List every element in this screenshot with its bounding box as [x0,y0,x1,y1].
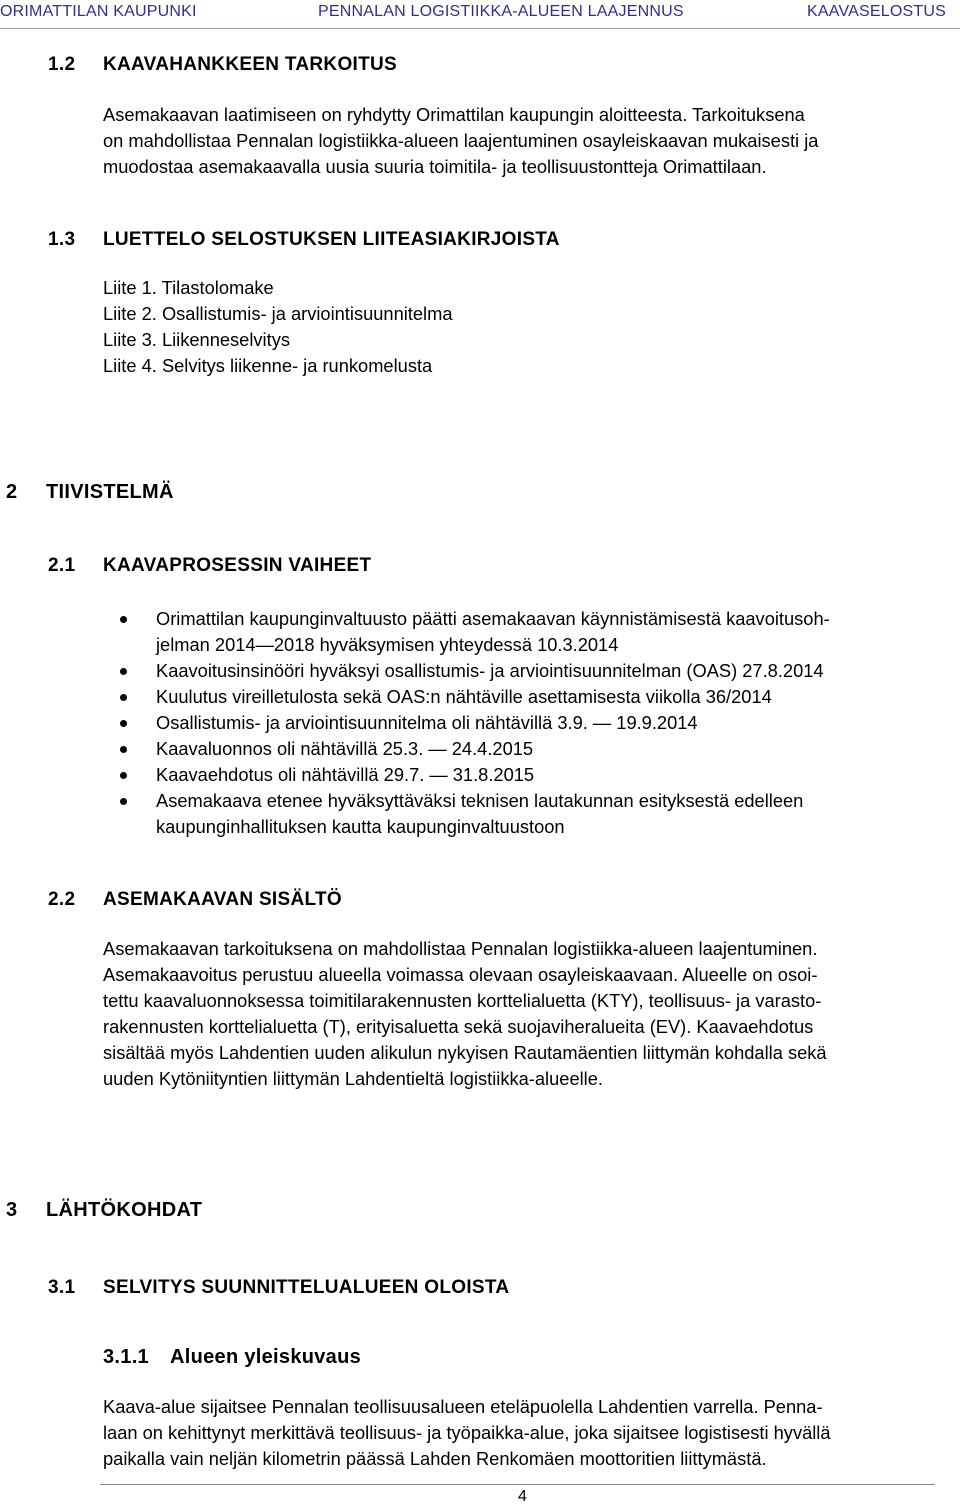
page-header [0,0,960,30]
section-2-1-title: KAAVAPROSESSIN VAIHEET [103,555,372,576]
section-3-1-1-line-2: laan on kehittynyt merkittävä teollisuus- ja työpaikka-alue, joka sijaitsee logistisesti hyvällä [103,1422,831,1443]
section-1-2-title: KAAVAHANKKEEN TARKOITUS [103,54,398,75]
section-1-3-number: 1.3 [48,229,76,250]
bullet-icon [120,694,127,701]
process-step-1-line-1: Orimattilan kaupunginvaltuusto päätti asemakaavan käynnistämisestä kaavoitusoh- [156,608,830,629]
section-2-2-line-4: rakennusten korttelialuetta (T), erityisaluetta sekä suojaviheralueita (EV). Kaavaehdotus [103,1016,814,1037]
section-2-2-line-2: Asemakaavoitus perustuu alueella voimassa olevaan osayleiskaavaan. Alueelle on osoi- [103,964,818,985]
section-3-1-number: 3.1 [48,1277,76,1298]
process-step-6: Kaavaehdotus oli nähtävillä 29.7. — 31.8.2015 [156,764,535,785]
bullet-icon [120,616,127,623]
process-step-5: Kaavaluonnos oli nähtävillä 25.3. — 24.4.2015 [156,738,534,759]
bullet-icon [120,720,127,727]
attachment-item-1: Liite 1. Tilastolomake [103,277,274,298]
attachment-item-4: Liite 4. Selvitys liikenne- ja runkomelusta [103,355,433,376]
header-project: PENNALAN LOGISTIIKKA-ALUEEN LAAJENNUS [318,3,684,20]
process-step-1-line-2: jelman 2014—2018 hyväksymisen yhteydessä 10.3.2014 [156,634,619,655]
chapter-3-number: 3 [6,1199,18,1221]
section-3-1-1-line-3: paikalla vain neljän kilometrin päässä Lahden Renkomäen moottoritien liittymästä. [103,1448,767,1469]
section-3-1-1-title: Alueen yleiskuvaus [170,1346,362,1368]
header-doc-type: KAAVASELOSTUS [807,3,946,20]
chapter-2-title: TIIVISTELMÄ [46,481,174,503]
page-number: 4 [518,1488,527,1505]
section-2-2-number: 2.2 [48,889,76,910]
attachment-item-2: Liite 2. Osallistumis- ja arviointisuunnitelma [103,303,453,324]
chapter-2-number: 2 [6,481,18,503]
bullet-icon [120,798,127,805]
process-step-4: Osallistumis- ja arviointisuunnitelma oli nähtävillä 3.9. — 19.9.2014 [156,712,698,733]
section-1-2-number: 1.2 [48,54,76,75]
chapter-3-title: LÄHTÖKOHDAT [46,1199,203,1221]
section-1-2-line-1: Asemakaavan laatimiseen on ryhdytty Orimattilan kaupungin aloitteesta. Tarkoituksena [103,104,805,125]
section-1-2-line-2: on mahdollistaa Pennalan logistiikka-alueen laajentuminen osayleiskaavan mukaisesti ja [103,130,819,151]
bullet-icon [120,746,127,753]
section-2-2-line-1: Asemakaavan tarkoituksena on mahdollistaa Pennalan logistiikka-alueen laajentuminen. [103,938,818,959]
attachment-item-3: Liite 3. Liikenneselvitys [103,329,290,350]
section-2-2-line-3: tettu kaavaluonnoksessa toimitilarakennusten korttelialuetta (KTY), teollisuus- ja varasto- [103,990,822,1011]
section-2-2-line-6: uuden Kytöniityntien liittymän Lahdentieltä logistiikka-alueelle. [103,1068,603,1089]
section-2-1-number: 2.1 [48,555,76,576]
bullet-icon [120,668,127,675]
section-1-3-title: LUETTELO SELOSTUKSEN LIITEASIAKIRJOISTA [103,229,560,250]
section-3-1-1-line-1: Kaava-alue sijaitsee Pennalan teollisuusalueen eteläpuolella Lahdentien varrella. Penna- [103,1396,823,1417]
section-1-2-line-3: muodostaa asemakaavalla uusia suuria toimitila- ja teollisuustontteja Orimattilaan. [103,156,767,177]
process-step-2: Kaavoitusinsinööri hyväksyi osallistumis- ja arviointisuunnitelman (OAS) 27.8.2014 [156,660,824,681]
section-2-2-title: ASEMAKAAVAN SISÄLTÖ [103,889,342,910]
section-2-2-line-5: sisältää myös Lahdentien uuden alikulun nykyisen Rautamäentien liittymän kohdalla sekä [103,1042,827,1063]
process-step-3: Kuulutus vireilletulosta sekä OAS:n nähtäville asettamisesta viikolla 36/2014 [156,686,772,707]
header-divider [0,28,960,29]
process-step-7-line-1: Asemakaava etenee hyväksyttäväksi teknisen lautakunnan esityksestä edelleen [156,790,804,811]
section-3-1-1-number: 3.1.1 [103,1346,149,1368]
section-3-1-title: SELVITYS SUUNNITTELUALUEEN OLOISTA [103,1277,510,1298]
process-step-7-line-2: kaupunginhallituksen kautta kaupunginvaltuustoon [156,816,565,837]
footer-divider [100,1484,935,1485]
bullet-icon [120,772,127,779]
header-organization: ORIMATTILAN KAUPUNKI [0,3,197,20]
